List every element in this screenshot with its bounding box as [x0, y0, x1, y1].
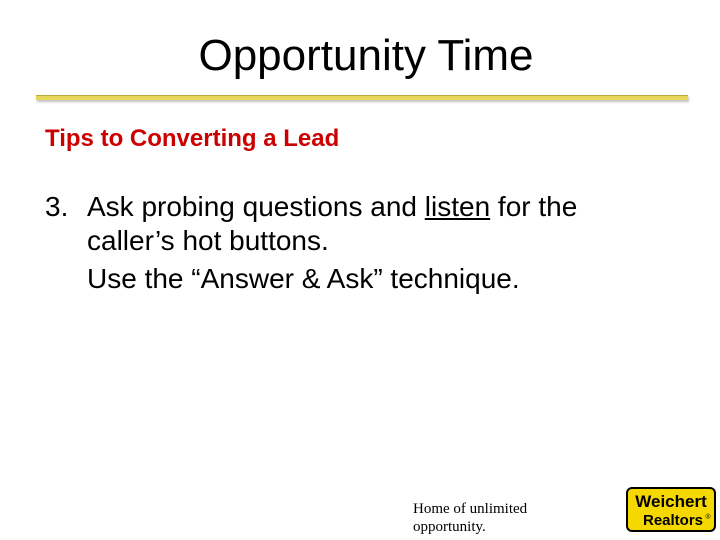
tip-number: 3. [45, 191, 69, 222]
title-divider [36, 95, 688, 100]
tip-continuation: caller’s hot buttons. [87, 225, 329, 256]
logo-line-1: Weichert [635, 492, 707, 511]
tip-text-after: for the [490, 191, 578, 222]
tip-item [45, 190, 685, 296]
tip-underlined-word: listen [424, 191, 491, 222]
footer-tagline [413, 500, 527, 536]
tip-text-before: Ask probing questions and [87, 191, 425, 222]
slide-title: Opportunity Time [198, 31, 534, 80]
tip-second-line: Use the “Answer & Ask” technique. [87, 263, 520, 294]
weichert-logo [626, 487, 716, 532]
logo-registered-mark: ® [705, 514, 711, 521]
logo-line-2: Realtors [642, 512, 704, 529]
slide-subtitle: Tips to Converting a Lead [45, 125, 340, 152]
tagline-line-2: opportunity. [413, 519, 486, 535]
tagline-line-1: Home of unlimited [413, 501, 528, 517]
